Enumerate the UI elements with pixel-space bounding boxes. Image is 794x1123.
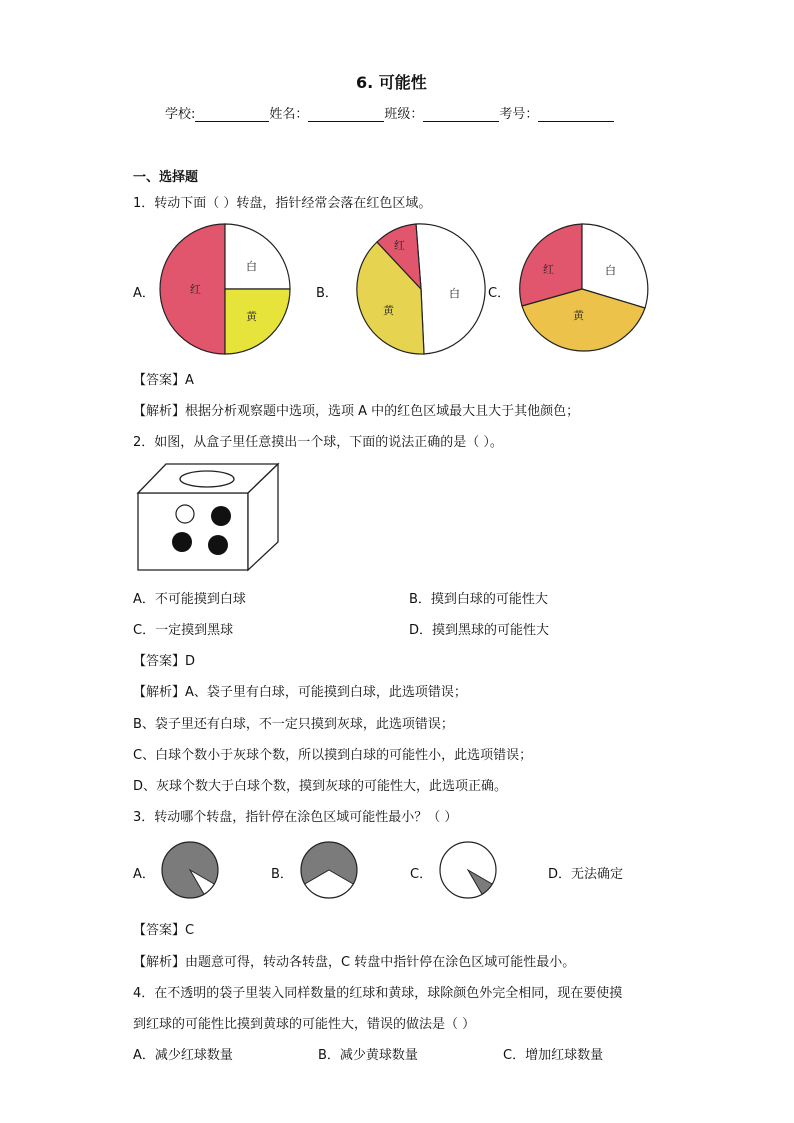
q2-analysis-1: 【解析】A、袋子里有白球，可能摸到白球，此选项错误； [133,685,467,700]
q2-option-b[interactable]: B．摸到白球的可能性大 [409,592,548,607]
q1-option-c-label: C． [488,286,511,301]
q2-option-c[interactable]: C．一定摸到黑球 [133,623,234,638]
yellow-sector [225,289,290,354]
q3-analysis: 【解析】由题意可得，转动各转盘，C 转盘中指针停在涂色区域可能性最小。 [133,955,576,970]
q2-answer: 【答案】D [133,654,196,669]
q2-stem: 2．如图，从盒子里任意摸出一个球，下面的说法正确的是（ ）。 [133,435,503,450]
q1-stem: 1．转动下面（ ）转盘，指针经常会落在红色区域。 [133,196,432,211]
name-blank[interactable] [308,107,384,122]
q2-analysis-3: C、白球个数小于灰球个数，所以摸到白球的可能性小，此选项错误； [133,748,533,763]
q3-option-b-label: B． [271,867,293,882]
box-front [138,493,248,570]
q3-spinner-c [438,840,498,900]
q4-stem-line-1: 4．在不透明的袋子里装入同样数量的红球和黄球，球除颜色外完全相同，现在要使摸 [133,986,623,1001]
school-blank[interactable] [195,107,269,122]
page-title: 6. 可能性 [356,73,427,92]
q2-analysis-4: D、灰球个数大于白球个数，摸到灰球的可能性大，此选项正确。 [133,779,508,794]
q1-spinner-c [515,222,649,356]
label-red: 红 [543,263,554,276]
q1-option-b-label: B． [316,286,338,301]
box-opening [180,471,234,487]
q1-option-a-label: A． [133,286,155,301]
q1-answer: 【答案】A [133,373,194,388]
q3-option-d[interactable]: D．无法确定 [548,867,624,882]
school-label: 学校: [165,107,196,122]
q4-option-a[interactable]: A．减少红球数量 [133,1048,233,1063]
label-white: 白 [246,260,257,273]
label-white: 白 [605,264,616,277]
black-ball [208,535,228,555]
q3-answer: 【答案】C [133,923,195,938]
q1-spinner-a [158,222,292,356]
q1-analysis: 【解析】根据分析观察题中选项，选项 A 中的红色区域最大且大于其他颜色； [133,404,580,419]
student-info-line [165,103,614,122]
q2-box-figure [136,462,282,574]
label-red: 红 [190,283,201,296]
white-ball [176,505,194,523]
name-label: 姓名： [269,107,309,122]
q3-stem: 3．转动哪个转盘，指针停在涂色区域可能性最小？（ ） [133,810,458,825]
label-red: 红 [394,239,405,252]
q4-option-c[interactable]: C．增加红球数量 [503,1048,604,1063]
q4-option-b[interactable]: B．减少黄球数量 [318,1048,418,1063]
q3-spinner-a [160,840,220,900]
label-yellow: 黄 [246,310,257,323]
white-sector [225,224,290,289]
label-yellow: 黄 [383,304,394,317]
black-ball [211,506,231,526]
number-label: 考号： [499,107,539,122]
q2-option-d[interactable]: D．摸到黑球的可能性大 [409,623,550,638]
label-yellow: 黄 [573,309,584,322]
class-label: 班级： [384,107,424,122]
q2-analysis-2: B、袋子里还有白球，不一定只摸到灰球，此选项错误； [133,717,454,732]
label-white: 白 [449,287,460,300]
section-heading: 一、选择题 [133,170,199,185]
number-blank[interactable] [538,107,614,122]
q2-option-a[interactable]: A．不可能摸到白球 [133,592,246,607]
class-blank[interactable] [423,107,499,122]
q3-spinner-b [299,840,359,900]
q1-spinner-b [354,222,488,356]
q4-stem-line-2: 到红球的可能性比摸到黄球的可能性大，错误的做法是（ ） [133,1017,476,1032]
q3-option-a-label: A． [133,867,155,882]
q3-option-c-label: C． [410,867,433,882]
black-ball [172,532,192,552]
